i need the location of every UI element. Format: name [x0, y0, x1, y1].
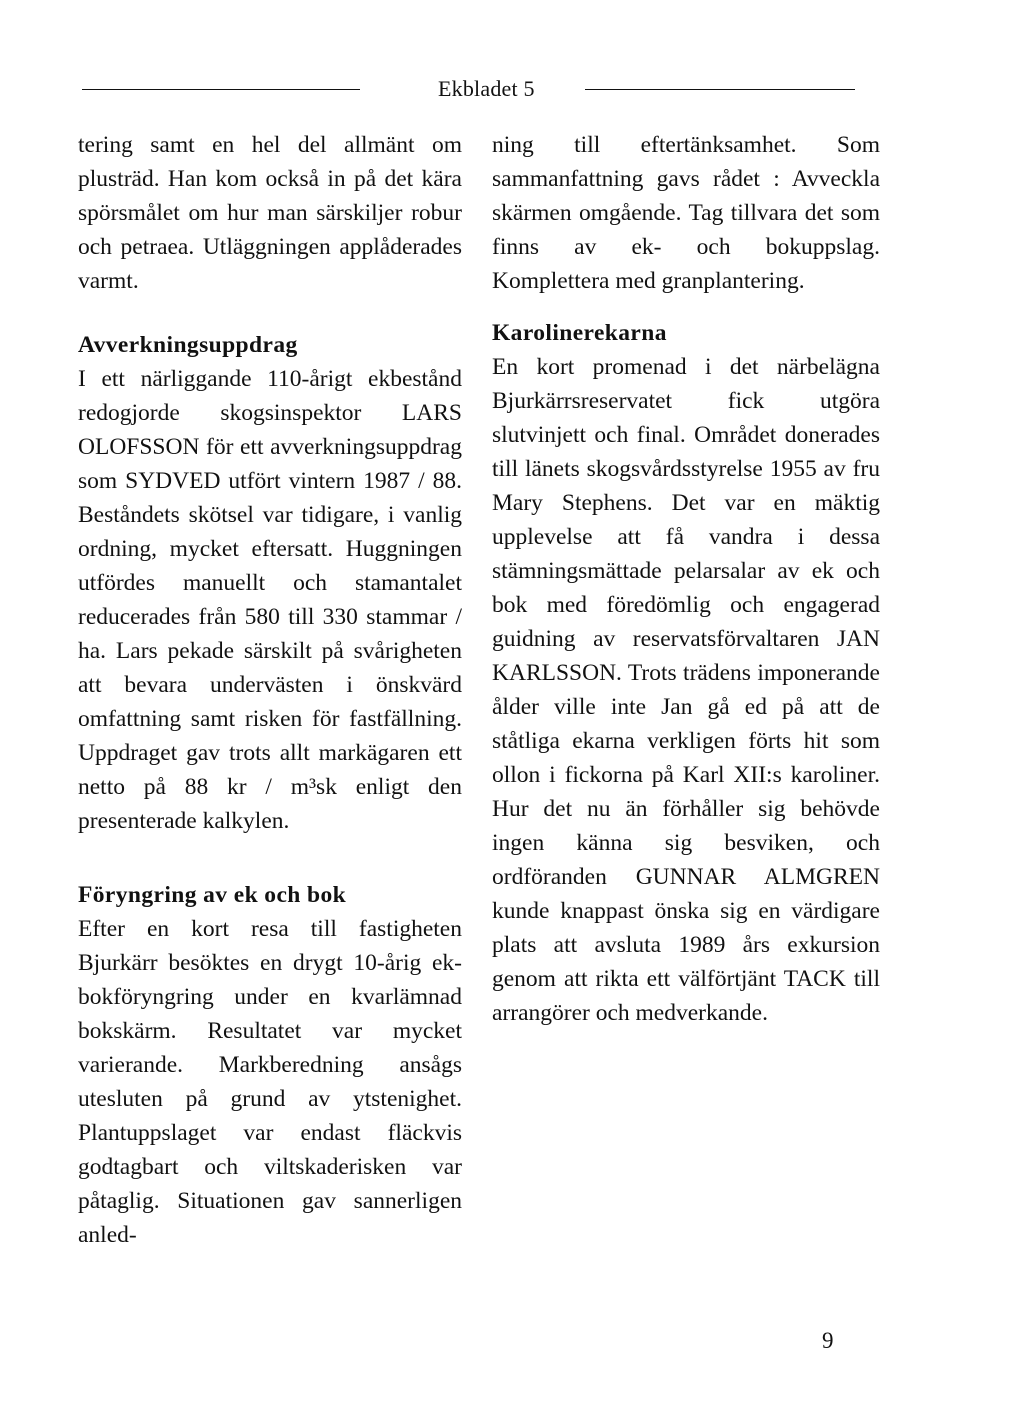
- heading-avverkningsuppdrag: Avverkningsuppdrag: [78, 332, 298, 358]
- header-rule-right: [585, 89, 855, 90]
- header-rule-left: [82, 89, 360, 90]
- left-paragraph-2: I ett närliggande 110-årigt ekbestånd redogjorde skogsinspektor LARS OLOFSSON för ett avverkningsuppdrag som SYDVED utfört vintern 1987 / 88. Beståndets skötsel var tidigare, i vanlig ordning, mycket eftersatt. Huggningen utfördes manuellt och stamantalet reducerades från 580 till 330 stammar / ha. Lars pekade särskilt på svårigheten att bevara undervästen i önskvärd omfattning samt risken för fastfällning. Uppdraget gav trots allt markägaren ett netto på 88 kr / m³sk enligt den presenterade kalkylen.: [78, 366, 462, 834]
- page-number: 9: [822, 1328, 834, 1353]
- left-column: [78, 128, 462, 1252]
- heading-karolinerekarna: Karolinerekarna: [492, 320, 667, 346]
- heading-foryngring: Föryngring av ek och bok: [78, 882, 347, 908]
- right-paragraph-1: ning till eftertänksamhet. Som sammanfattning gavs rådet : Avveckla skärmen omgående. Tag tillvara det som finns av ek- och bokuppslag. Komplettera med granplantering.: [492, 132, 880, 294]
- left-paragraph-1: tering samt en hel del allmänt om plusträd. Han kom också in på det kära spörsmålet om hur man särskiljer robur och petraea. Utläggningen applåderades varmt.: [78, 132, 462, 294]
- right-paragraph-2: En kort promenad i det närbelägna Bjurkärrsreservatet fick utgöra slutvinjett och final. Området donerades till länets skogsvårdsstyrelse 1955 av fru Mary Stephens. Det var en mäktig upplevelse att få vandra i dessa stämningsmättade pelarsalar av ek och bok med föredömlig och engagerad guidning av reservatsförvaltaren JAN KARLSSON. Trots trädens imponerande ålder ville inte Jan gå ed på att de ståtliga ekarna verkligen förts hit som ollon i fickorna på Karl XII:s karoliner. Hur det nu än förhåller sig behövde ingen känna sig besviken, och ordföranden GUNNAR ALMGREN kunde knappast önska sig en värdigare plats att avsluta 1989 års exkursion genom att rikta ett välförtjänt TACK till arrangörer och medverkande.: [492, 354, 880, 1026]
- publication-title: Ekbladet 5: [438, 76, 535, 101]
- left-paragraph-3: Efter en kort resa till fastigheten Bjurkärr besöktes en drygt 10-årig ek-bokföryngring under en kvarlämnad bokskärm. Resultatet var mycket varierande. Markberedning ansågs utesluten på grund av ytstenighet. Plantuppslaget var endast fläckvis godtagbart och viltskaderisken var påtaglig. Situationen gav sannerligen anled-: [78, 916, 462, 1248]
- right-column: [492, 128, 880, 1030]
- running-header: [82, 74, 882, 104]
